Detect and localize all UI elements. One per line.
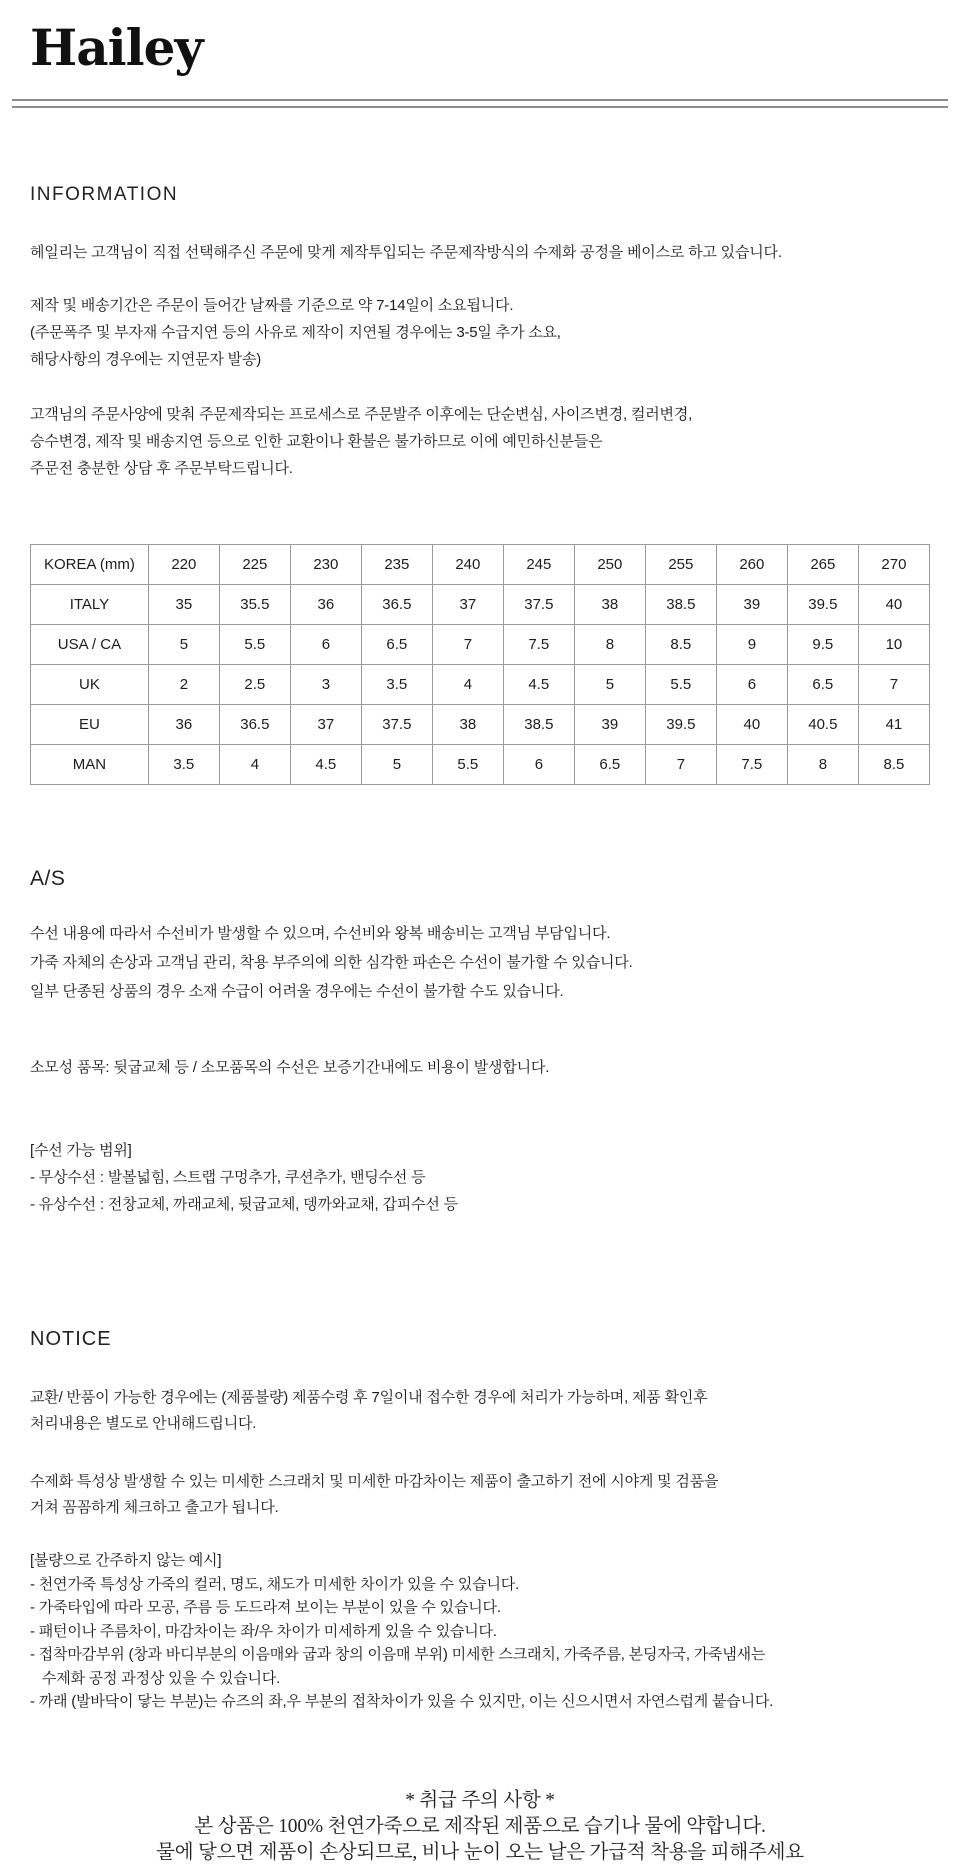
size-table-cell: 6	[716, 665, 787, 705]
notice-paragraph-2: 수제화 특성상 발생할 수 있는 미세한 스크래치 및 미세한 마감차이는 제품이 출고하기 전에 시야게 및 검품을 거쳐 꼼꼼하게 체크하고 출고가 됩니다.	[30, 1473, 719, 1516]
size-table-row-label: ITALY	[31, 585, 149, 625]
notice-not-defect-examples: [불량으로 간주하지 않는 예시] - 천연가죽 특성상 가죽의 컬러, 명도, 채도가 미세한 차이가 있을 수 있습니다. - 가죽타입에 따라 모공, 주름 등 도드라져 보이는 부분이 있을 수 있습니다. - 패턴이나 주름차이, 마감차이는 좌/우 차이가 미세하게 있을 수 있습니다. - 접착마감부위 (창과 바디부분의 이음매와 굽과 창의 이음매 부위) 미세한 스크래치, 가죽주름, 본딩자국, 가죽냄새는 수제화 공정 과정상 있을 수 있습니다. - 까래 (발바닥이 닿는 부분)는 슈즈의 좌,우 부분의 접착차이가 있을 수 있지만, 이는 신으시면서 자연스럽게 붙습니다.	[30, 1552, 774, 1710]
brand-logo: Hailey	[30, 18, 203, 77]
information-heading: INFORMATION	[30, 184, 179, 205]
size-table-cell: 5	[361, 745, 432, 785]
size-table-cell: 225	[219, 545, 290, 585]
size-table-cell: 7.5	[716, 745, 787, 785]
size-table-cell: 37	[432, 585, 503, 625]
size-table-row	[31, 625, 930, 665]
size-table-cell: 8.5	[645, 625, 716, 665]
size-table-row-label: EU	[31, 705, 149, 745]
size-table-cell: 5	[574, 665, 645, 705]
size-table-cell: 230	[290, 545, 361, 585]
information-paragraph-1: 헤일리는 고객님이 직접 선택해주신 주문에 맞게 제작투입되는 주문제작방식의 수제화 공정을 베이스로 하고 있습니다.	[30, 244, 782, 261]
size-table-cell: 6	[503, 745, 574, 785]
size-table-cell: 36	[290, 585, 361, 625]
size-table-cell: 36.5	[219, 705, 290, 745]
size-table-cell: 5.5	[432, 745, 503, 785]
as-paragraph-2: 소모성 품목: 뒷굽교체 등 / 소모품목의 수선은 보증기간내에도 비용이 발생합니다.	[30, 1059, 550, 1076]
size-table-cell: 240	[432, 545, 503, 585]
size-table-cell: 4.5	[503, 665, 574, 705]
size-table-cell: 270	[858, 545, 929, 585]
size-table-cell: 41	[858, 705, 929, 745]
size-table-row	[31, 665, 930, 705]
size-table-cell: 36	[148, 705, 219, 745]
size-table-cell: 260	[716, 545, 787, 585]
size-table-cell: 3	[290, 665, 361, 705]
size-table-cell: 6.5	[787, 665, 858, 705]
size-table-cell: 37.5	[361, 705, 432, 745]
size-table-row	[31, 545, 930, 585]
size-table-cell: 6	[290, 625, 361, 665]
size-table-row-label: MAN	[31, 745, 149, 785]
size-table-row-label: USA / CA	[31, 625, 149, 665]
size-table-row	[31, 745, 930, 785]
size-table-row	[31, 585, 930, 625]
size-table-cell: 7	[645, 745, 716, 785]
notice-heading: NOTICE	[30, 1328, 112, 1350]
brand-header	[0, 0, 960, 75]
size-table-cell: 250	[574, 545, 645, 585]
size-table-cell: 255	[645, 545, 716, 585]
notice-paragraph-1: 교환/ 반품이 가능한 경우에는 (제품불량) 제품수령 후 7일이내 접수한 경우에 처리가 가능하며, 제품 확인후 처리내용은 별도로 안내해드립니다.	[30, 1389, 708, 1432]
size-table-cell: 40	[858, 585, 929, 625]
size-table-cell: 5	[148, 625, 219, 665]
size-table-cell: 38	[574, 585, 645, 625]
size-table-cell: 36.5	[361, 585, 432, 625]
size-table-cell: 245	[503, 545, 574, 585]
as-heading: A/S	[30, 867, 66, 890]
size-table-cell: 35	[148, 585, 219, 625]
size-table-cell: 38.5	[503, 705, 574, 745]
size-table-cell: 8	[574, 625, 645, 665]
size-table-cell: 10	[858, 625, 929, 665]
size-table-cell: 2	[148, 665, 219, 705]
size-table-row-label: UK	[31, 665, 149, 705]
size-table-cell: 8	[787, 745, 858, 785]
size-table-cell: 40	[716, 705, 787, 745]
size-table-cell: 3.5	[361, 665, 432, 705]
size-table-cell: 37	[290, 705, 361, 745]
size-table-cell: 9.5	[787, 625, 858, 665]
size-table-cell: 38.5	[645, 585, 716, 625]
size-table-cell: 37.5	[503, 585, 574, 625]
size-table-cell: 3.5	[148, 745, 219, 785]
size-table-cell: 4	[432, 665, 503, 705]
size-table-cell: 40.5	[787, 705, 858, 745]
size-table-cell: 8.5	[858, 745, 929, 785]
header-divider	[12, 99, 948, 108]
as-repair-scope: [수선 가능 범위] - 무상수선 : 발볼넓힘, 스트랩 구멍추가, 쿠션추가, 밴딩수선 등 - 유상수선 : 전창교체, 까래교체, 뒷굽교체, 뎅까와교채, 갑피수선 등	[30, 1142, 458, 1213]
size-table-cell: 4.5	[290, 745, 361, 785]
size-table-cell: 7	[432, 625, 503, 665]
size-table-cell: 9	[716, 625, 787, 665]
size-table-cell: 39.5	[787, 585, 858, 625]
size-table-cell: 7	[858, 665, 929, 705]
size-table-cell: 2.5	[219, 665, 290, 705]
as-paragraph-1: 수선 내용에 따라서 수선비가 발생할 수 있으며, 수선비와 왕복 배송비는 고객님 부담입니다. 가죽 자체의 손상과 고객님 관리, 착용 부주의에 의한 심각한 파손은 수선이 불가할 수 있습니다. 일부 단종된 상품의 경우 소재 수급이 어려울 경우에는 수선이 불가할 수도 있습니다.	[30, 925, 633, 1000]
size-table-cell: 38	[432, 705, 503, 745]
size-table-cell: 5.5	[645, 665, 716, 705]
size-table-row	[31, 705, 930, 745]
size-table-cell: 4	[219, 745, 290, 785]
size-table-cell: 39	[574, 705, 645, 745]
size-table-cell: 39	[716, 585, 787, 625]
size-table-cell: 35.5	[219, 585, 290, 625]
size-table-cell: 235	[361, 545, 432, 585]
size-table-cell: 220	[148, 545, 219, 585]
size-table-cell: 6.5	[574, 745, 645, 785]
information-paragraph-2: 제작 및 배송기간은 주문이 들어간 날짜를 기준으로 약 7-14일이 소요됩니다. (주문폭주 및 부자재 수급지연 등의 사유로 제작이 지연될 경우에는 3-5일 추가 소요, 해당사항의 경우에는 지연문자 발송)	[30, 297, 561, 368]
information-paragraph-3: 고객님의 주문사양에 맞춰 주문제작되는 프로세스로 주문발주 이후에는 단순변심, 사이즈변경, 컬러변경, 승수변경, 제작 및 배송지연 등으로 인한 교환이나 환불은 불가하므로 이에 예민하신분들은 주문전 충분한 상담 후 주문부탁드립니다.	[30, 406, 693, 477]
size-table-cell: 265	[787, 545, 858, 585]
page-content	[0, 184, 960, 1866]
size-table-cell: 6.5	[361, 625, 432, 665]
size-conversion-table	[30, 544, 930, 785]
handling-caution: * 취급 주의 사항 * 본 상품은 100% 천연가죽으로 제작된 제품으로 습기나 물에 약합니다. 물에 닿으면 제품이 손상되므로, 비나 눈이 오는 날은 가급적 착용을 피해주세요	[156, 1789, 804, 1863]
size-table-cell: 39.5	[645, 705, 716, 745]
size-table-cell: 7.5	[503, 625, 574, 665]
size-table-row-label: KOREA (mm)	[31, 545, 149, 585]
size-table-cell: 5.5	[219, 625, 290, 665]
